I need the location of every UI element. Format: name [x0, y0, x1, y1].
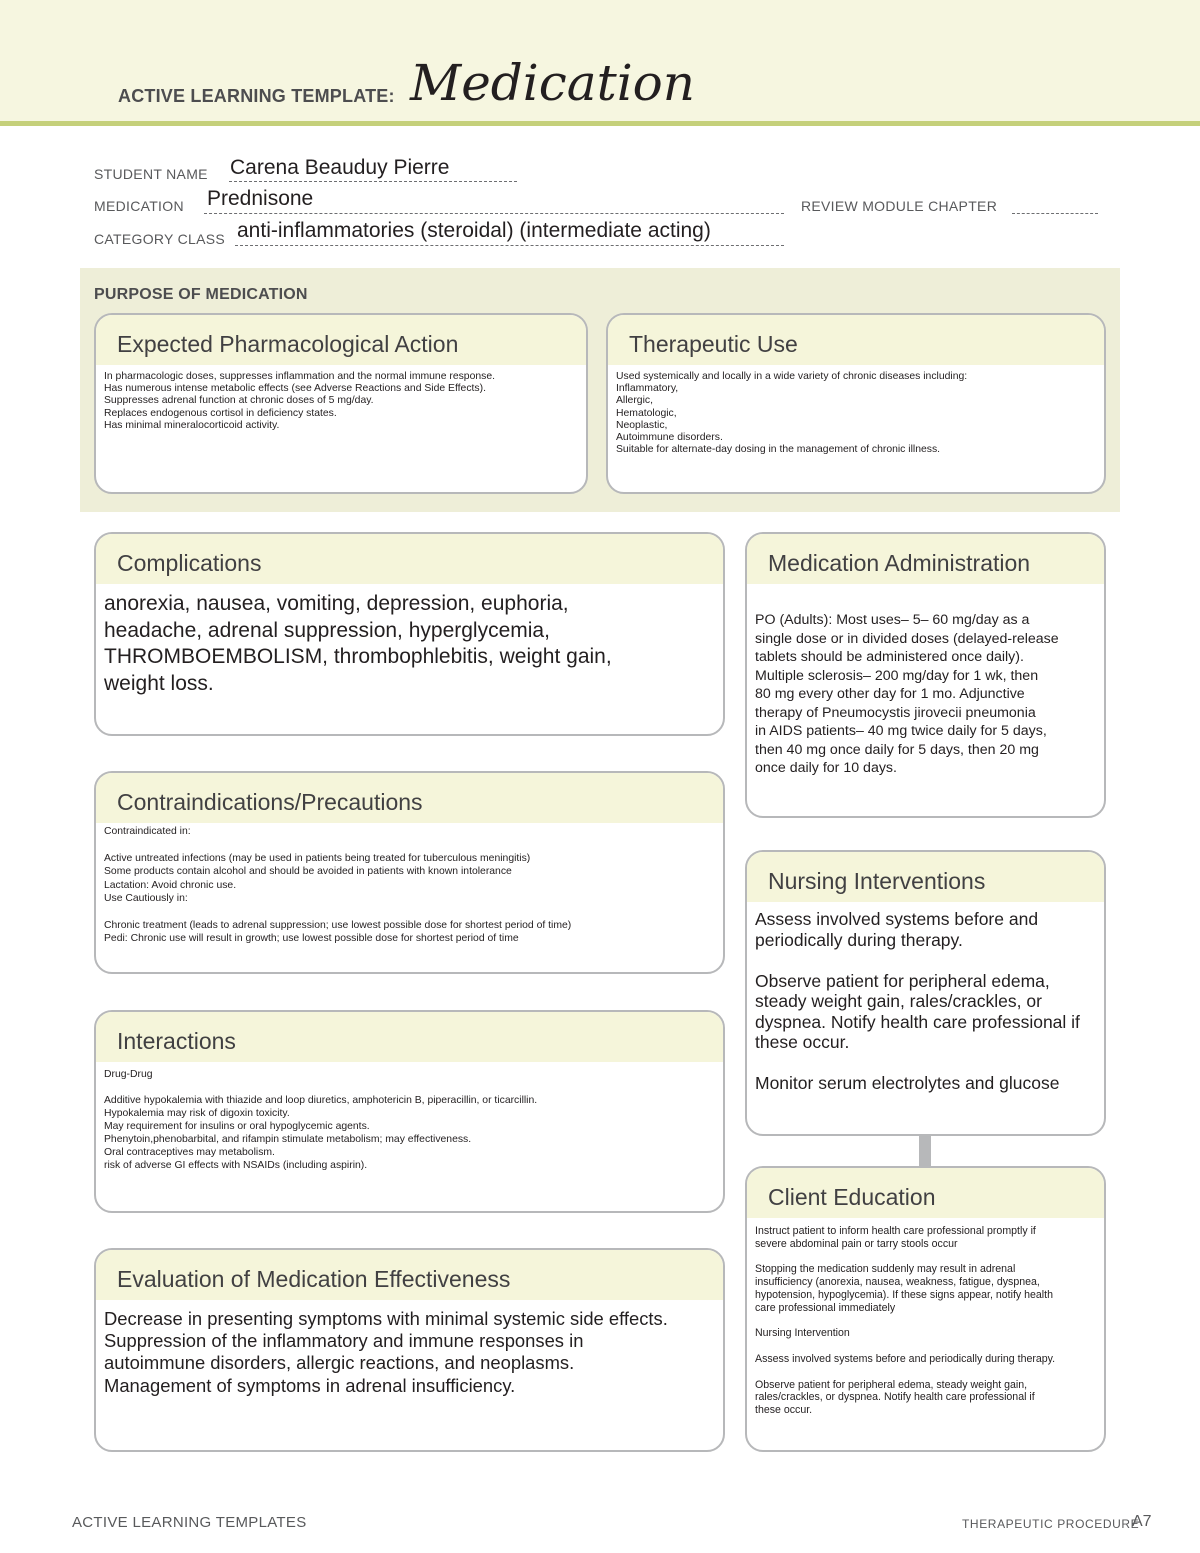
interactions-card	[94, 1010, 725, 1213]
medication-field[interactable]: Prednisone	[207, 187, 314, 210]
review-module-label: REVIEW MODULE CHAPTER	[801, 198, 998, 214]
therapeutic-use-card	[606, 313, 1106, 494]
client-education-text[interactable]: Instruct patient to inform health care professional promptly if severe abdominal pain or tarry stools occur Stopping the medication suddenly may result in adrenal insufficiency (anorexia, nausea, weakness, fatigue, dyspnea, hypotension, hypoglycemia). If these signs appear, notify health care professional immediately Nursing Intervention Assess involved systems before and periodically during therapy. Observe patient for peripheral edema, steady weight gain, rales/crackles, or dyspnea. Notify health care professional if these occur.	[755, 1225, 1056, 1417]
administration-text[interactable]: PO (Adults): Most uses– 5– 60 mg/day as a single dose or in divided doses (delayed-release tablets should be administered once daily). Multiple sclerosis– 200 mg/day for 1 wk, then 80 mg every other day for 1 mo. Adjunctive therapy of Pneumocystis jirovecii pneumonia in AIDS patients– 40 mg twice daily for 5 days, then 40 mg once daily for 5 days, then 20 mg once daily for 10 days.	[755, 612, 1059, 776]
evaluation-text[interactable]: Decrease in presenting symptoms with minimal systemic side effects. Suppression of the inflammatory and immune responses in autoimmune disorders, allergic reactions, and neoplasms. Management of symptoms in adrenal insufficiency.	[104, 1308, 668, 1396]
medication-line	[204, 213, 784, 214]
evaluation-title: Evaluation of Medication Effectiveness	[96, 1250, 723, 1300]
review-module-field[interactable]	[1012, 213, 1098, 214]
complications-title: Complications	[96, 534, 723, 584]
category-class-line	[235, 245, 784, 246]
contraindications-card	[94, 771, 725, 974]
template-label: ACTIVE LEARNING TEMPLATE:	[118, 86, 395, 106]
student-name-line	[229, 181, 517, 182]
template-title: Medication	[410, 54, 695, 112]
category-class-label: CATEGORY CLASS	[94, 231, 226, 247]
evaluation-card	[94, 1248, 725, 1452]
interactions-title: Interactions	[96, 1012, 723, 1062]
client-education-title: Client Education	[747, 1168, 1104, 1218]
complications-card	[94, 532, 725, 736]
student-name-label: STUDENT NAME	[94, 166, 208, 182]
complications-text[interactable]: anorexia, nausea, vomiting, depression, euphoria, headache, adrenal suppression, hyperglycemia, THROMBOEMBOLISM, thrombophlebitis, weight gain, weight loss.	[104, 592, 612, 695]
page-number: A7	[1132, 1513, 1152, 1530]
interactions-text[interactable]: Drug-Drug Additive hypokalemia with thiazide and loop diuretics, amphotericin B, piperacillin, or ticarcillin. Hypokalemia may risk of digoxin toxicity. May requirement for insulins or oral hypoglycemic agents. Phenytoin,phenobarbital, and rifampin stimulate metabolism; may effectiveness. Oral contraceptives may metabolism. risk of adverse GI effects with NSAIDs (including aspirin).	[104, 1069, 538, 1171]
therapeutic-use-title: Therapeutic Use	[608, 315, 1104, 365]
nursing-text[interactable]: Assess involved systems before and periodically during therapy. Observe patient for peripheral edema, steady weight gain, rales/crackles, or dyspnea. Notify health care professional if these occur. Monitor serum electrolytes and glucose	[755, 909, 1080, 1093]
category-class-field[interactable]: anti-inflammatories (steroidal) (intermediate acting)	[237, 219, 711, 242]
expected-action-text[interactable]: In pharmacologic doses, suppresses inflammation and the normal immune response. Has numerous intense metabolic effects (see Adverse Reactions and Side Effects). Suppresses adrenal function at chronic doses of 5 mg/day. Replaces endogenous cortisol in deficiency states. Has minimal mineralocorticoid activity.	[104, 371, 496, 431]
contraindications-title: Contraindications/Precautions	[96, 773, 723, 823]
footer-left: ACTIVE LEARNING TEMPLATES	[72, 1514, 307, 1531]
medication-label: MEDICATION	[94, 198, 184, 214]
header-rule	[0, 121, 1200, 126]
expected-action-title: Expected Pharmacological Action	[96, 315, 586, 365]
footer-right: THERAPEUTIC PROCEDURE	[962, 1517, 1140, 1531]
card-connector	[919, 1134, 931, 1166]
purpose-header: PURPOSE OF MEDICATION	[94, 286, 308, 303]
therapeutic-use-text[interactable]: Used systemically and locally in a wide variety of chronic diseases including: Inflammatory, Allergic, Hematologic, Neoplastic, Autoimmune disorders. Suitable for alternate-day dosing in the management of chronic illness.	[616, 371, 968, 456]
nursing-title: Nursing Interventions	[747, 852, 1104, 902]
nursing-card	[745, 850, 1106, 1136]
student-name-field[interactable]: Carena Beauduy Pierre	[230, 156, 450, 179]
administration-card	[745, 532, 1106, 818]
client-education-card	[745, 1166, 1106, 1452]
administration-title: Medication Administration	[747, 534, 1104, 584]
contraindications-text[interactable]: Contraindicated in: Active untreated infections (may be used in patients being treated for tuberculous meningitis) Some products contain alcohol and should be avoided in patients with known intolerance Lactation: Avoid chronic use. Use Cautiously in: Chronic treatment (leads to adrenal suppression; use lowest possible dose for shortest period of time) Pedi: Chronic use will result in growth; use lowest possible dose for shortest period of time	[104, 826, 572, 945]
expected-action-card	[94, 313, 588, 494]
